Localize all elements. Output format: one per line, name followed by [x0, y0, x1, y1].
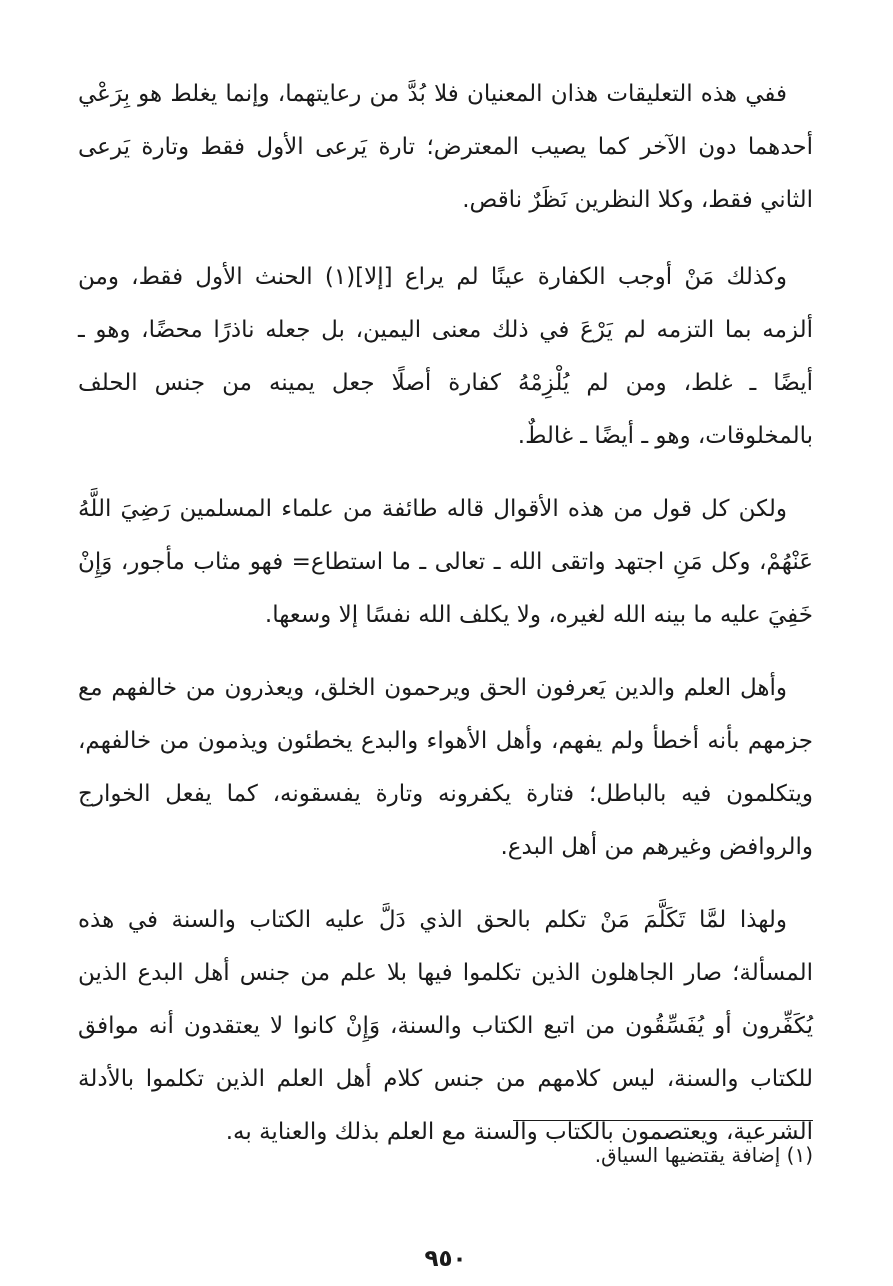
- page-body: [78, 68, 813, 1286]
- footnote: (١) إضافة يقتضيها السياق.: [594, 1143, 813, 1167]
- paragraph-4: وأهل العلم والدين يَعرفون الحق ويرحمون الخلق، ويعذرون من خالفهم مع جزمهم بأنه أخطأ ولم يفهم، وأهل الأهواء والبدع يخطئون ويذمون من خالفهم، ويتكلمون فيه بالباطل؛ فتارة يكفرونه وتارة يفسقونه، كما يفعل الخوارج والروافض وغيرهم من أهل البدع.: [78, 675, 813, 860]
- footnote-divider: [513, 1120, 813, 1121]
- page-number: ٩٥٠: [424, 1246, 467, 1272]
- paragraph-1: ففي هذه التعليقات هذان المعنيان فلا بُدَّ من رعايتهما، وإنما يغلط هو بِرَعْي أحدهما دون الآخر كما يصيب المعترض؛ تارة يَرعى الأول فقط وتارة يَرعى الثاني فقط، وكلا النظرين نَظَرٌ ناقص.: [78, 81, 813, 213]
- paragraph-3: ولكن كل قول من هذه الأقوال قاله طائفة من علماء المسلمين رَضِيَ اللَّهُ عَنْهُمْ، وكل مَنِ اجتهد واتقى الله ـ تعالى ـ ما استطاع= فهو مثاب مأجور، وَإِنْ خَفِيَ عليه ما بينه الله لغيره، ولا يكلف الله نفسًا إلا وسعها.: [78, 496, 813, 628]
- paragraph-2: وكذلك مَنْ أوجب الكفارة عينًا لم يراع [إلا](١) الحنث الأول فقط، ومن ألزمه بما التزمه لم يَرْعَ في ذلك معنى اليمين، بل جعله ناذرًا محضًا، وهو ـ أيضًا ـ غلط، ومن لم يُلْزِمْهُ كفارة أصلًا جعل يمينه من جنس الحلف بالمخلوقات، وهو ـ أيضًا ـ غالطٌ.: [78, 264, 813, 449]
- paragraph-5: ولهذا لمَّا تَكَلَّمَ مَنْ تكلم بالحق الذي دَلَّ عليه الكتاب والسنة في هذه المسألة؛ صار الجاهلون الذين تكلموا فيها بلا علم من جنس أهل البدع الذين يُكَفِّرون أو يُفَسِّقُون من اتبع الكتاب والسنة، وَإِنْ كانوا لا يعتقدون أنه موافق للكتاب والسنة، ليس كلامهم من جنس كلام أهل العلم الذين تكلموا بالأدلة الشرعية، ويعتصمون بالكتاب والسنة مع العلم بذلك والعناية به.: [78, 907, 813, 1145]
